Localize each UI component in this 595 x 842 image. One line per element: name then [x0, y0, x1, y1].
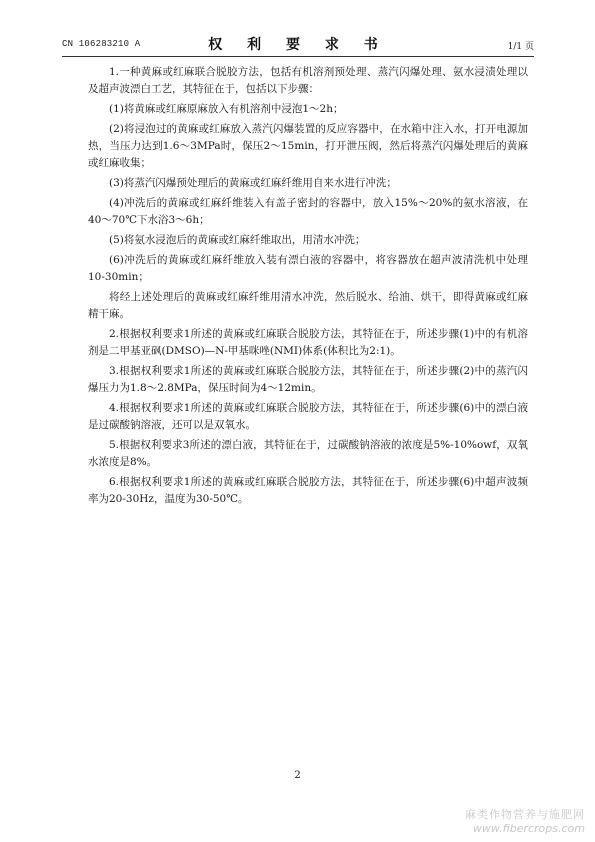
document-title: 权 利 要 求 书: [208, 37, 388, 53]
claim-1-final-step: 将经上述处理后的黄麻或红麻纤维用清水冲洗，然后脱水、给油、烘干，即得黄麻或红麻精干麻。: [88, 291, 528, 320]
document-header: [62, 34, 534, 54]
header-rule: [62, 56, 534, 57]
page-number: 2: [294, 770, 301, 781]
claim-1-step-5: (5)将氨水浸泡后的黄麻或红麻纤维取出，用清水冲洗；: [109, 234, 366, 246]
claim-1-step-4: (4)冲洗后的黄麻或红麻纤维装入有盖子密封的容器中，放入15%～20%的氨水溶液，在40～70℃下水浴3～6h；: [88, 197, 528, 226]
claim-3: 3.根据权利要求1所述的黄麻或红麻联合脱胶方法，其特征在于，所述步骤(2)中的蒸汽闪爆压力为1.8～2.8MPa，保压时间为4～12min。: [88, 365, 528, 394]
claim-4: 4.根据权利要求1所述的黄麻或红麻联合脱胶方法，其特征在于，所述步骤(6)中的漂白液是过碳酸钠溶液，还可以是双氧水。: [88, 402, 528, 431]
watermark-url: www.fibercrops.com: [472, 822, 585, 835]
claims-body: [88, 64, 528, 511]
claim-1-step-6: (6)冲洗后的黄麻或红麻纤维放入装有漂白液的容器中，将容器放在超声波清洗机中处理10-30min；: [88, 254, 528, 283]
watermark: [465, 806, 585, 835]
claim-5: 5.根据权利要求3所述的漂白液，其特征在于，过碳酸钠溶液的浓度是5%-10%owf，双氧水浓度是8%。: [88, 439, 528, 468]
claim-1: 1.一种黄麻或红麻联合脱胶方法，包括有机溶剂预处理、蒸汽闪爆处理、氨水浸渍处理以及超声波漂白工艺，其特征在于，包括以下步骤：: [88, 66, 528, 95]
claim-6: 6.根据权利要求1所述的黄麻或红麻联合脱胶方法，其特征在于，所述步骤(6)中超声波频率为20-30Hz，温度为30-50℃。: [88, 476, 528, 505]
publication-number: CN 106283210 A: [62, 39, 141, 49]
claim-1-step-2: (2)将浸泡过的黄麻或红麻放入蒸汽闪爆装置的反应容器中，在水箱中注入水，打开电源加热，当压力达到1.6～3MPa时，保压2～15min，打开泄压阀，然后将蒸汽闪爆处理后的黄麻或红麻收集；: [88, 123, 528, 169]
claim-1-step-1: (1)将黄麻或红麻原麻放入有机溶剂中浸泡1～2h；: [109, 103, 344, 115]
claim-2: 2.根据权利要求1所述的黄麻或红麻联合脱胶方法，其特征在于，所述步骤(1)中的有机溶剂是二甲基亚砜(DMSO)—N-甲基咪唑(NMI)体系(体积比为2:1)。: [88, 328, 528, 357]
claim-1-step-3: (3)将蒸汽闪爆预处理后的黄麻或红麻纤维用自来水进行冲洗；: [109, 177, 397, 189]
page-indicator: 1/1 页: [507, 42, 534, 52]
watermark-site-name: 麻类作物营养与施肥网: [465, 808, 585, 821]
